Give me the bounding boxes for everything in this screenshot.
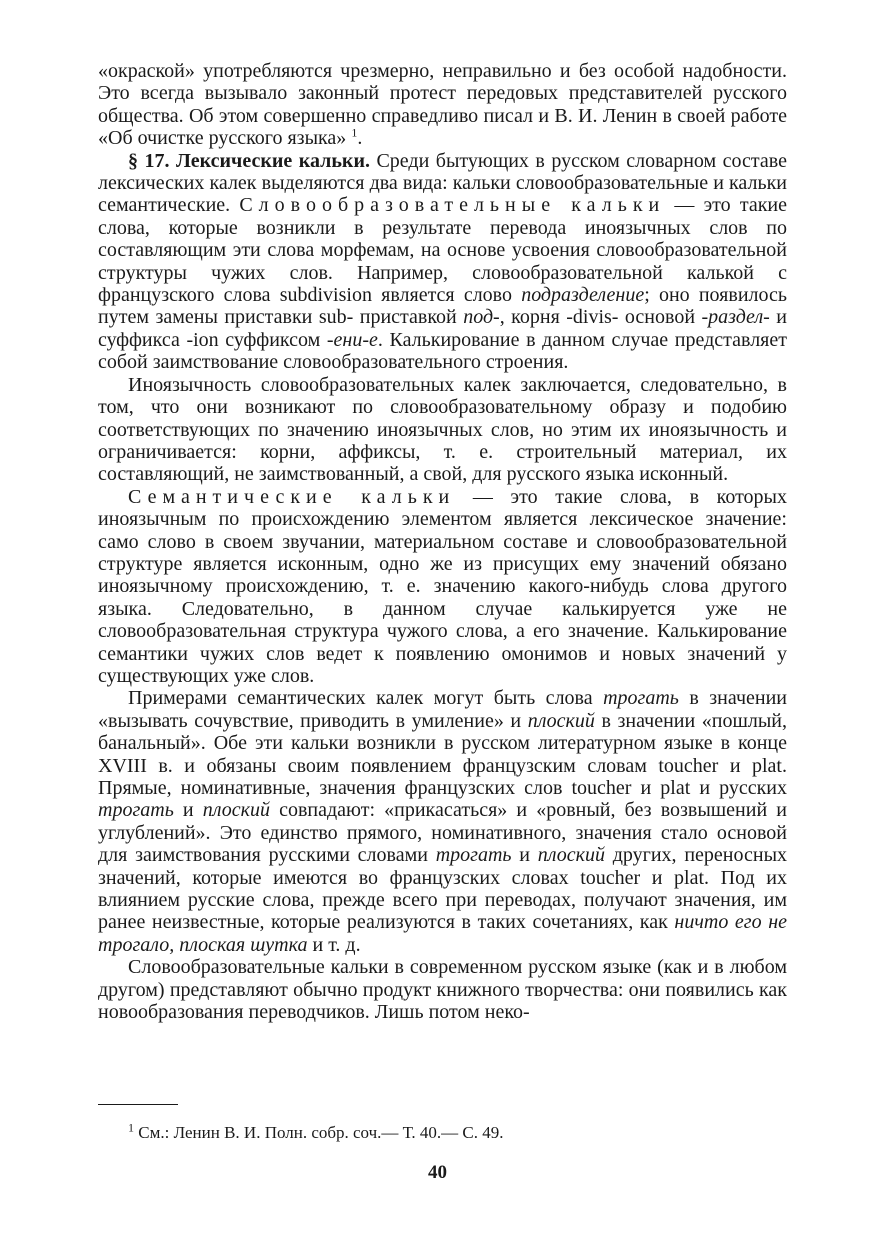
text: других, переносных значений, которые имеются во французских словах toucher и plat. Под их влиянием русские слова, прежде всего при переводах, получают значения, им ранее неизвестные, которые реализуются в таких сочетаниях, как <box>98 844 788 934</box>
text: — это такие слова, которые возникли в результате перевода иноязычных слов по составляющим эти слова морфемам, на основе усвоения словообразовательной структуры чужих слов. Например, словообразовательной калькой с французского слова subdivision является слово <box>98 194 787 307</box>
paragraph-3: Иноязычность словообразовательных калек заключается, следовательно, в том, что они возникают по словообразовательному образу и подобию соответствующих по значению иноязычных слов, но этим их иноязычность и ограничивается: корни, аффиксы, т. е. строительный материал, их составляющий, не заимствованный, а свой, для русского языка исконный. <box>98 373 787 486</box>
text: Среди бытующих в русском словарном составе лексических калек выделяются два вида: кальки словообразовательные и кальки семантические. <box>98 149 787 217</box>
paragraph-section-17 <box>98 150 787 374</box>
italic-word: -раздел- <box>701 306 770 329</box>
text: в значении «вызывать сочувствие, приводить в умиление» и <box>98 687 787 732</box>
text: Примерами семантических калек могут быть слова <box>128 687 604 710</box>
italic-word: под- <box>463 306 500 329</box>
paragraph-4 <box>98 486 787 688</box>
text: в значении «пошлый, банальный». Обе эти кальки возникли в русском литературном языке в конце XVIII в. и обязаны своим появлением французским словам toucher и plat. Прямые, номинативные, значения французских слов toucher и plat и русских <box>98 709 787 799</box>
text: — это такие слова, в которых иноязычным по происхождению элементом является лексическое значение: само слово в своем звучании, материальном составе и словообразовательной структуре является исконным, одно же из присущих ему значений обязано иноязычному происхождению, т. е. значению какого-нибудь слова другого языка. Следовательно, в данном случае калькируется уже не словообразовательная структура чужого слова, а его значение. Калькирование семантики чужих слов ведет к появлению омонимов и новых значений у существующих уже слов. <box>98 485 787 687</box>
paragraph-6: Словообразовательные кальки в современном русском языке (как и в любом другом) представляют обычно продукт книжного творчества: они появились как новообразования переводчиков. Лишь потом неко- <box>98 956 787 1024</box>
italic-word: -ени-е <box>326 328 378 351</box>
text: совпадают: «прикасаться» и «ровный, без возвышений и углублений». Это единство прямого, номинативного, значения стало основой для заимствования русскими словами <box>98 799 788 867</box>
footnote <box>128 1122 768 1144</box>
footnote-number: 1 <box>128 1120 134 1135</box>
page-body <box>98 60 787 1023</box>
italic-word: трогать <box>435 844 512 867</box>
text: , корня -divis- основой <box>499 306 702 329</box>
section-heading: § 17. Лексические кальки. <box>128 149 370 172</box>
text: «окраской» употребляются чрезмерно, неправильно и без особой надобности. Это всегда вызывало законный протест передовых представителей русского общества. Об этом совершенно справедливо писал и В. И. Ленин в своей работе «Об очистке русского языка» <box>98 60 787 150</box>
italic-word: плоский <box>202 799 270 822</box>
spaced-term: Словообразовательные кальки <box>239 194 666 217</box>
paragraph-5 <box>98 687 787 956</box>
spaced-term: Семантические кальки <box>128 485 456 508</box>
text: . Калькирование в данном случае представляет собой заимствование словообразовательного строения. <box>98 328 788 374</box>
italic-word: трогать <box>603 687 679 710</box>
footnote-ref: 1 <box>351 125 358 140</box>
italic-phrase: ничто его не трогало, плоская шутка <box>98 911 787 956</box>
footnote-divider <box>98 1104 178 1105</box>
text: и т. д. <box>307 933 361 956</box>
footnote-text: См.: Ленин В. И. Полн. собр. соч.— Т. 40.— С. 49. <box>134 1123 504 1142</box>
text: и <box>511 844 538 867</box>
italic-word: трогать <box>98 799 174 822</box>
text: . <box>357 127 363 150</box>
italic-word: подразделение <box>521 284 645 307</box>
page-number: 40 <box>428 1162 447 1183</box>
italic-word: плоский <box>537 844 605 867</box>
italic-word: плоский <box>527 709 595 732</box>
text: ; оно появилось путем замены приставки sub- приставкой <box>98 284 787 329</box>
text: и <box>173 799 203 822</box>
paragraph-1 <box>98 60 787 150</box>
text: и суффикса -ion суффиксом <box>98 306 787 351</box>
